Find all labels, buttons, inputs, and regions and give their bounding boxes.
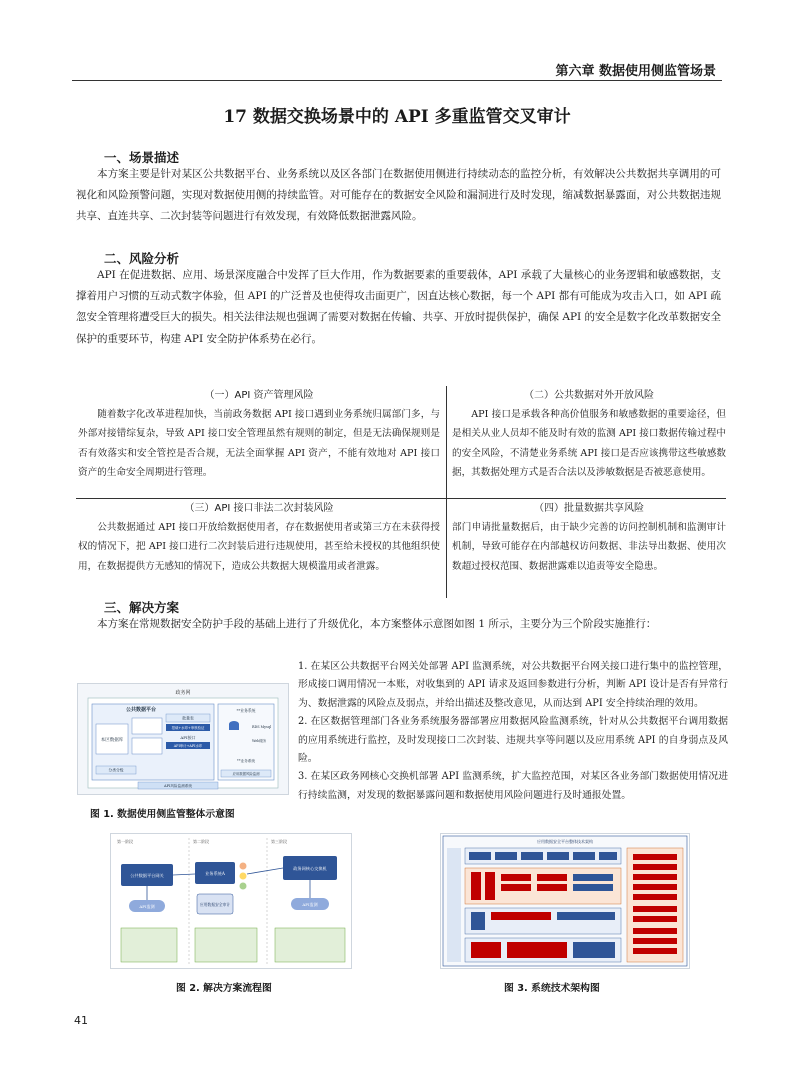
figure-1-diagram bbox=[77, 683, 289, 795]
fig3-title: 应用数据安全平台整体技术架构 bbox=[537, 839, 593, 844]
fig1-channel: 搭载+水印+审核验证 bbox=[171, 726, 205, 730]
fig1-gateway: 批量表 bbox=[182, 715, 194, 721]
fig1-top-label: 政务网 bbox=[175, 690, 191, 696]
chapter-title: 第六章 数据使用侧监管场景 bbox=[555, 64, 716, 79]
page-number: 41 bbox=[74, 1014, 88, 1027]
paragraph: 本方案在常规数据安全防护手段的基础上进行了升级优化，本方案整体示意图如图 1 所示，主要分为三个阶段实施推行： bbox=[97, 618, 657, 630]
section-heading-risk: 二、风险分析 bbox=[104, 251, 180, 266]
paragraph: API 在促进数据、应用、场景深度融合中发挥了巨大作用，作为数据要素的重要载体，API 承载了大量核心的业务逻辑和敏感数据，支撑着用户习惯的互动式数字体验，但 API 的广泛普及也使得攻击面更广，因直达核心数据，每一个 API 都有可能成为攻击入口，如 API 疏忽安全管理将遭受巨大的损失。相关法律法规也强调了需要对数据在传输、共享、开放时提供保护，确保 API 的安全是数字化改革数据安全保护的重要环节，构建 API 安全防护体系势在必行。 bbox=[76, 269, 721, 345]
section-heading-scenario: 一、场景描述 bbox=[104, 150, 180, 165]
step-3: 3. 在某区政务网核心交换机部署 API 监测系统，扩大监控范围，对某区各业务部门数据使用情况进行持续监测，对发现的数据暴露问题和数据使用风险问题进行及时通报处置。 bbox=[298, 771, 728, 801]
fig2-phase2: 第二阶段 bbox=[193, 839, 209, 844]
fig1-api: API接口 bbox=[180, 735, 196, 740]
section-text-risk bbox=[76, 265, 721, 350]
fig2-phase3: 第三阶段 bbox=[271, 839, 287, 844]
grid-divider-vertical bbox=[446, 386, 447, 598]
fig2-box3: 应用数据安全审计 bbox=[199, 902, 231, 907]
risk-heading: （四）批量数据共享风险 bbox=[534, 503, 644, 514]
figure-2-svg bbox=[111, 834, 351, 968]
figure-3-caption: 图 3. 系统技术架构图 bbox=[504, 983, 600, 994]
fig1-platform-label: 公共数据平台 bbox=[126, 707, 157, 713]
risk-cell-1 bbox=[78, 386, 440, 482]
risk-cell-2 bbox=[452, 386, 726, 482]
figure-1-caption: 图 1. 数据使用侧监管整体示意图 bbox=[90, 809, 235, 820]
fig2-phase1: 第一阶段 bbox=[117, 839, 133, 844]
header-rule bbox=[72, 80, 722, 81]
fig2-box4: 政务网核心交换机 bbox=[293, 866, 327, 871]
step-1: 1. 在某区公共数据平台网关处部署 API 监测系统，对公共数据平台网关接口进行集中的监控管理，形成接口调用情况一本账，对收集到的 API 请求及返回参数进行分析，判断 API 设计是否有异常行为、数据泄露的风险点及弱点，并给出描述及整改意见，从而达到 API 安全持续治理的效用。 bbox=[298, 661, 728, 709]
section-text-scenario bbox=[76, 164, 721, 228]
fig1-right-top: **业务系统 bbox=[236, 708, 256, 713]
fig1-db: RDS Mysql bbox=[252, 725, 272, 729]
fig1-app-monitor: 应用数据风险监测 bbox=[232, 772, 260, 776]
figure-3-diagram bbox=[440, 833, 690, 969]
fig1-bottom-label: API风险监测系统 bbox=[164, 784, 192, 788]
figure-3-svg bbox=[441, 834, 689, 968]
risk-heading: （一）API 资产管理风险 bbox=[204, 390, 314, 401]
risk-cell-3 bbox=[78, 499, 440, 576]
fig2-mon2: API监测 bbox=[302, 902, 318, 907]
figure-2-diagram bbox=[110, 833, 352, 969]
risk-heading: （二）公共数据对外开放风险 bbox=[524, 390, 654, 401]
paragraph: 本方案主要是针对某区公共数据平台、业务系统以及区各部门在数据使用侧进行持续动态的监控分析，有效解决公共数据共享调用的可视化和风险预警问题，实现对数据使用侧的持续监管。对可能存在的数据安全风险和漏洞进行及时发现，缩减数据暴露面，对公共数据违规共享、直连共享、二次封装等问题进行有效发现，有效降低数据泄露风险。 bbox=[76, 168, 721, 223]
fig2-box1: 公共数据平台网关 bbox=[130, 873, 164, 878]
figure-2-caption: 图 2. 解决方案流程图 bbox=[176, 983, 272, 994]
fig2-mon1: API监测 bbox=[139, 904, 155, 909]
risk-cell-4 bbox=[452, 499, 726, 576]
figure-1-svg bbox=[78, 684, 288, 794]
fig1-web: Web服务 bbox=[252, 739, 267, 743]
risk-text: API 接口是承载各种高价值服务和敏感数据的重要途径，但是相关从业人员却不能及时有效的监测 API 接口数据传输过程中的安全风险，不清楚业务系统 API 接口是否应该携带这些敏感数据，其数据处理方式是否合法以及涉敏数据是否被恶意使用。 bbox=[452, 409, 726, 478]
risk-text: 随着数字化改革进程加快，当前政务数据 API 接口遇到业务系统归属部门多，与外部对接错综复杂，导致 API 接口安全管理虽然有规则的制定，但是无法确保规则是否有效落实和安全管控是否合规，无法全面掌握 API 资产，不能有效地对 API 接口资产的生命安全周期进行管理。 bbox=[78, 409, 440, 478]
solution-steps bbox=[298, 658, 728, 805]
page-title: 17 数据交换场景中的 API 多重监管交叉审计 bbox=[223, 107, 571, 127]
fig1-left-box: 本区数据库 bbox=[100, 738, 124, 743]
risk-heading: （三）API 接口非法二次封装风险 bbox=[184, 503, 334, 514]
fig1-bottom-left: 分类分级 bbox=[108, 767, 124, 773]
step-2: 2. 在区数据管理部门各业务系统服务器部署应用数据风险监测系统，针对从公共数据平台调用数据的应用系统进行监控，及时发现接口二次封装、违规共享等问题以及应用系统 API 的自身弱点及风险。 bbox=[298, 716, 728, 765]
fig1-api-audit: API审计+API水印 bbox=[173, 744, 203, 748]
section-heading-solution: 三、解决方案 bbox=[104, 600, 180, 615]
fig2-box2: 业务系统A bbox=[205, 871, 225, 876]
risk-text: 公共数据通过 API 接口开放给数据使用者，存在数据使用者或第三方在未获得授权的情况下，把 API 接口进行二次封装后进行违规使用，甚至给未授权的其他组织使用，在数据提供方无感知的情况下，造成公共数据大规模滥用或者泄露。 bbox=[78, 522, 440, 572]
fig1-sys: **业务系统 bbox=[237, 759, 255, 763]
risk-text: 部门申请批量数据后，由于缺少完善的访问控制机制和监测审计机制，导致可能存在内部越权访问数据、非法导出数据、使用次数超过授权范围、数据泄露难以追责等安全隐患。 bbox=[452, 522, 726, 572]
section-text-solution bbox=[76, 614, 721, 635]
